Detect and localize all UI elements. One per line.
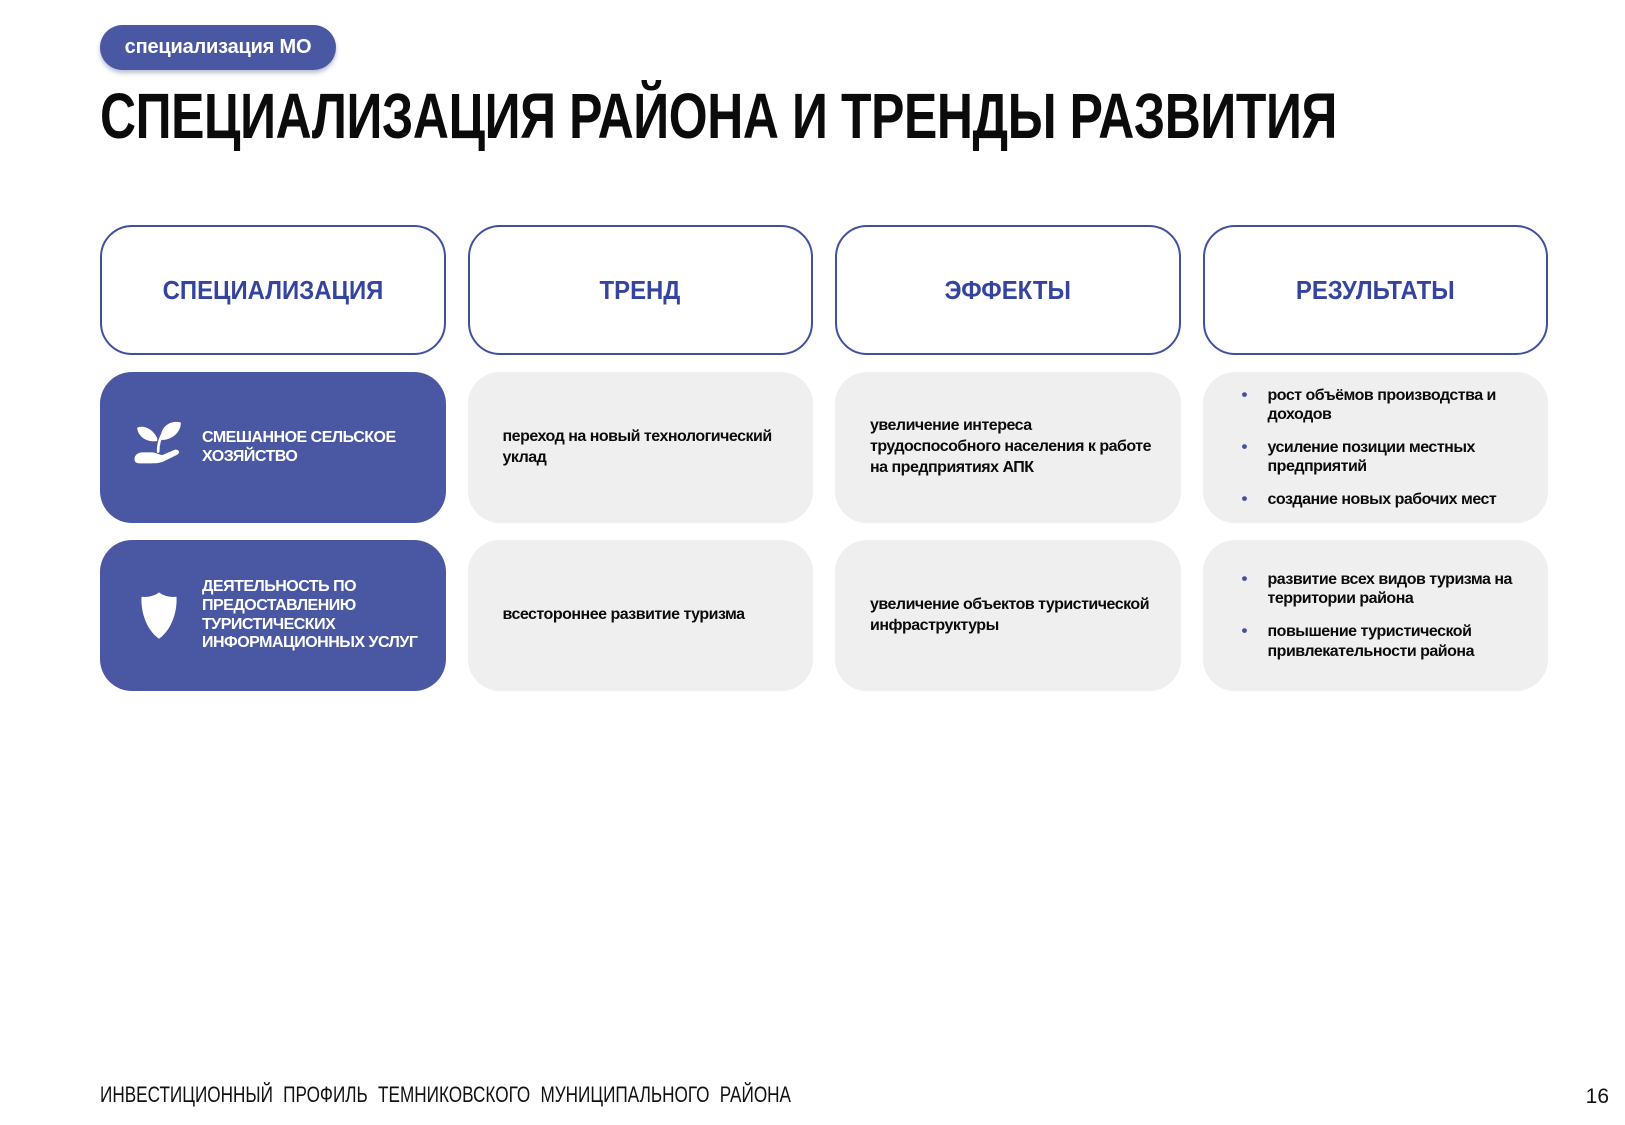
effect-text: увеличение интереса трудоспособного населения к работе на предприятиях АПК (870, 417, 1152, 476)
column-header-effects (835, 225, 1181, 355)
effect-card-agriculture (835, 372, 1181, 523)
column-header-results (1203, 225, 1549, 355)
specialization-card-tourism (100, 540, 446, 691)
trend-card-tourism (468, 540, 814, 691)
effect-card-tourism (835, 540, 1181, 691)
trend-text: переход на новый технологический уклад (502, 427, 772, 466)
result-item: • усиление позиции местных предприятий (1238, 438, 1523, 477)
shield-icon (130, 587, 188, 645)
specialization-card-agriculture (100, 372, 446, 523)
page-title: СПЕЦИАЛИЗАЦИЯ РАЙОНА И ТРЕНДЫ РАЗВИТИЯ (100, 80, 1337, 152)
column-header-specialization (100, 225, 446, 355)
results-card-tourism (1203, 540, 1549, 691)
trend-card-agriculture (468, 372, 814, 523)
topic-badge (100, 25, 336, 70)
footer-title: ИНВЕСТИЦИОННЫЙ ПРОФИЛЬ ТЕМНИКОВСКОГО МУНИЦИПАЛЬНОГО РАЙОНА (100, 1082, 792, 1107)
column-header-label: ЭФФЕКТЫ (944, 274, 1071, 305)
column-header-label: ТРЕНД (599, 274, 681, 305)
topic-badge-label: специализация МО (124, 36, 312, 58)
result-item: • повышение туристической привлекательности района (1238, 622, 1523, 661)
column-header-label: РЕЗУЛЬТАТЫ (1295, 274, 1455, 305)
specialization-matrix (100, 225, 1548, 691)
column-header-trend (468, 225, 814, 355)
trend-text: всестороннее развитие туризма (502, 606, 745, 624)
effect-text: увеличение объектов туристической инфраструктуры (870, 595, 1150, 634)
specialization-label: ДЕЯТЕЛЬНОСТЬ ПО ПРЕДОСТАВЛЕНИЮ ТУРИСТИЧЕСКИХ ИНФОРМАЦИОННЫХ УСЛУГ (202, 577, 418, 652)
results-list (1238, 386, 1529, 510)
specialization-label: СМЕШАННОЕ СЕЛЬСКОЕ ХОЗЯЙСТВО (202, 428, 396, 465)
results-card-agriculture (1203, 372, 1549, 523)
column-header-label: СПЕЦИАЛИЗАЦИЯ (162, 274, 384, 305)
result-item: • развитие всех видов туризма на территории района (1238, 570, 1523, 609)
result-item: • создание новых рабочих мест (1238, 490, 1523, 510)
result-item: • рост объёмов производства и доходов (1238, 386, 1523, 425)
results-list (1238, 570, 1529, 661)
hand-sprout-icon (130, 419, 188, 477)
page-number: 16 (1585, 1085, 1609, 1108)
